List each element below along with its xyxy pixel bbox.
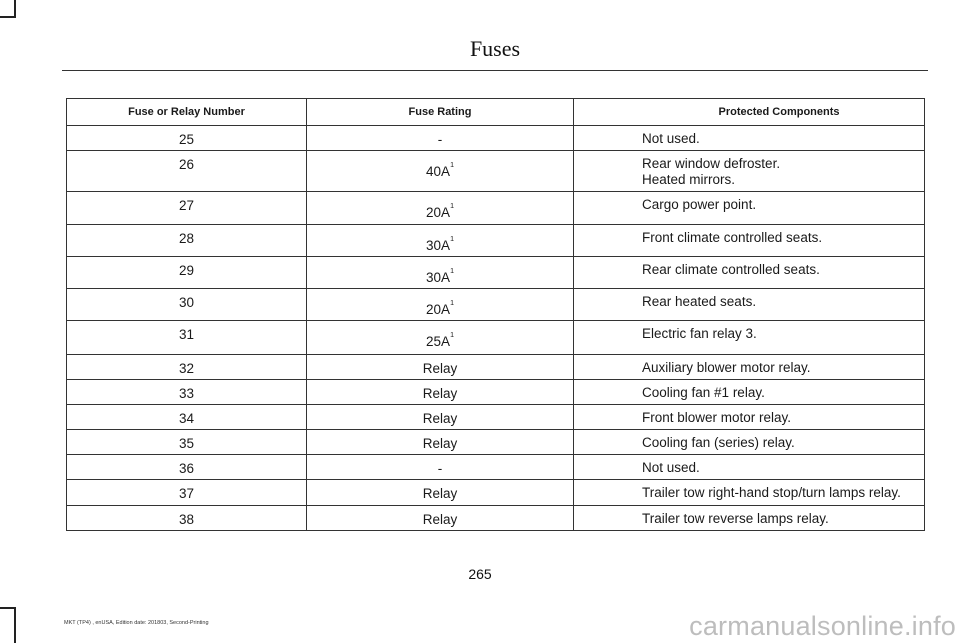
fuse-number: 33: [67, 380, 307, 405]
fuse-number: 37: [67, 480, 307, 506]
fuse-rating: Relay: [422, 512, 458, 527]
protected-component: Auxiliary blower motor relay.: [642, 360, 811, 375]
fuse-rating: 20A: [426, 302, 451, 317]
protected-components-cell: [574, 151, 925, 192]
fuse-rating-cell: [307, 380, 574, 405]
fuse-number: 38: [67, 506, 307, 531]
table-row: [67, 321, 925, 355]
table-row: [67, 430, 925, 455]
protected-components-cell: [574, 405, 925, 430]
footnote-marker: 1: [450, 203, 454, 210]
fuse-rating: 20A: [426, 205, 451, 220]
page-header: [62, 34, 928, 71]
table-row: [67, 192, 925, 225]
fuse-rating-cell: [307, 355, 574, 380]
fuse-number: 28: [67, 225, 307, 257]
protected-components-cell: [574, 321, 925, 355]
fuse-rating: 30A: [426, 270, 451, 285]
protected-component: Trailer tow right-hand stop/turn lamps relay.: [642, 485, 901, 500]
fuse-rating: 40A: [426, 164, 451, 179]
protected-component: Front blower motor relay.: [642, 410, 792, 425]
protected-component: Trailer tow reverse lamps relay.: [642, 511, 829, 526]
fuse-number: 36: [67, 455, 307, 480]
fuse-number: 32: [67, 355, 307, 380]
fuse-rating-cell: [307, 192, 574, 225]
fuse-number: 35: [67, 430, 307, 455]
fuse-rating: Relay: [422, 411, 458, 426]
protected-components-cell: [574, 380, 925, 405]
protected-components-cell: [574, 257, 925, 289]
protected-component: Rear window defroster.: [642, 156, 781, 171]
fuse-number: 29: [67, 257, 307, 289]
fuse-rating-cell: [307, 289, 574, 321]
fuse-rating: 30A: [426, 238, 451, 253]
table-row: [67, 380, 925, 405]
fuse-number: 34: [67, 405, 307, 430]
protected-components-cell: [574, 126, 925, 151]
footnote-marker: 1: [450, 300, 454, 307]
crop-mark-bottom-left-h: [0, 607, 16, 609]
protected-component: Electric fan relay 3.: [642, 326, 757, 341]
table-row: [67, 506, 925, 531]
footnote-marker: 1: [450, 162, 454, 169]
protected-component: Not used.: [642, 460, 700, 475]
table-row: [67, 151, 925, 192]
table-row: [67, 257, 925, 289]
fuse-rating: -: [437, 461, 443, 476]
fuse-number: 25: [67, 126, 307, 151]
protected-component: Cooling fan (series) relay.: [642, 435, 795, 450]
fuse-rating-cell: [307, 321, 574, 355]
table-row: [67, 480, 925, 506]
table-header-row: [67, 99, 925, 126]
fuse-rating: Relay: [422, 386, 458, 401]
crop-mark-bottom-left: [14, 607, 16, 643]
fuse-rating: Relay: [422, 436, 458, 451]
fuse-rating: -: [437, 132, 443, 147]
footnote-marker: 1: [450, 236, 454, 243]
protected-components-cell: [574, 192, 925, 225]
table-row: [67, 126, 925, 151]
fuse-rating-cell: [307, 151, 574, 192]
protected-components-cell: [574, 225, 925, 257]
column-header-components: Protected Components: [574, 99, 925, 126]
fuse-rating-cell: [307, 225, 574, 257]
protected-components-cell: [574, 455, 925, 480]
protected-component: Front climate controlled seats.: [642, 230, 823, 245]
protected-component: Not used.: [642, 131, 700, 146]
column-header-number: Fuse or Relay Number: [67, 99, 307, 126]
protected-components-cell: [574, 506, 925, 531]
protected-component: Cooling fan #1 relay.: [642, 385, 765, 400]
crop-mark-top-left-h: [0, 16, 16, 18]
protected-component: Rear heated seats.: [642, 294, 757, 309]
column-header-rating: Fuse Rating: [307, 99, 574, 126]
watermark: carmanualsonline.info: [689, 611, 956, 641]
protected-component: Rear climate controlled seats.: [642, 262, 820, 277]
fuse-rating-cell: [307, 257, 574, 289]
fuse-rating: Relay: [422, 361, 458, 376]
protected-components-cell: [574, 430, 925, 455]
fuse-number: 30: [67, 289, 307, 321]
footer-edition: MKT (TP4) , enUSA, Edition date: 201803, Second-Printing: [64, 620, 209, 626]
table-row: [67, 289, 925, 321]
fuse-rating-cell: [307, 430, 574, 455]
page-number: 265: [468, 566, 492, 582]
fuse-rating: 25A: [426, 334, 451, 349]
protected-component: Cargo power point.: [642, 197, 757, 212]
fuse-table-body: [67, 126, 925, 531]
protected-components-cell: [574, 355, 925, 380]
fuse-number: 31: [67, 321, 307, 355]
fuse-number: 27: [67, 192, 307, 225]
fuse-rating-cell: [307, 480, 574, 506]
fuse-rating-cell: [307, 506, 574, 531]
table-row: [67, 355, 925, 380]
footnote-marker: 1: [450, 332, 454, 339]
table-row: [67, 405, 925, 430]
table-row: [67, 225, 925, 257]
protected-component: Heated mirrors.: [642, 172, 736, 187]
fuse-rating: Relay: [422, 486, 458, 501]
fuse-table: [66, 98, 925, 531]
page-title: Fuses: [469, 36, 521, 61]
fuse-number: 26: [67, 151, 307, 192]
protected-components-cell: [574, 289, 925, 321]
fuse-rating-cell: [307, 455, 574, 480]
table-row: [67, 455, 925, 480]
footnote-marker: 1: [450, 268, 454, 275]
fuse-rating-cell: [307, 126, 574, 151]
fuse-rating-cell: [307, 405, 574, 430]
protected-components-cell: [574, 480, 925, 506]
